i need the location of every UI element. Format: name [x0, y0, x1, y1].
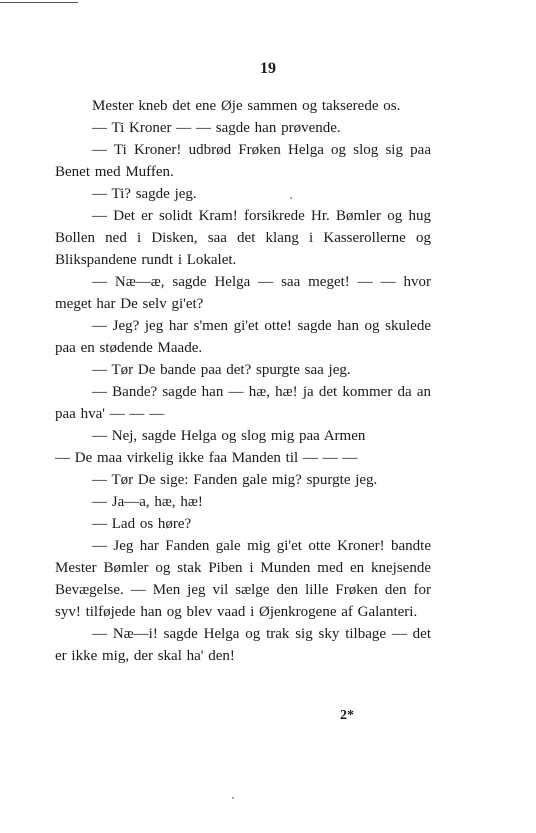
paragraph: — Tør De bande paa det? spurgte saa jeg. [92, 362, 351, 378]
page-number: 19 [260, 60, 276, 77]
paragraph: — Jeg? jeg har s'men gi'et otte! sagde han og skulede paa en stødende Maade. [55, 318, 431, 356]
header-rule [0, 2, 78, 3]
paragraph: — Ti? sagde jeg. [92, 186, 197, 202]
paragraph: — Ti Kroner — — sagde han prøvende. [92, 120, 341, 136]
print-speck [232, 797, 234, 799]
paragraph: — Næ—i! sagde Helga og trak sig sky tilbage — det er ikke mig, der skal ha' den! [55, 626, 431, 664]
paragraph: — Nej, sagde Helga og slog mig paa Armen [92, 428, 366, 444]
paragraph: — De maa virkelig ikke faa Manden til — — — [55, 450, 358, 466]
paragraph: — Det er solidt Kram! forsikrede Hr. Bømler og hug Bollen ned i Disken, saa det klang i Kasserollerne og Blikspandene rundt i Lokalet. [55, 208, 431, 268]
paragraph: — Næ—æ, sagde Helga — saa meget! — — hvor meget har De selv gi'et? [55, 274, 431, 312]
paragraph: — Tør De sige: Fanden gale mig? spurgte jeg. [92, 472, 378, 488]
paragraph: — Ti Kroner! udbrød Frøken Helga og slog sig paa Benet med Muffen. [55, 142, 431, 180]
paragraph: Mester kneb det ene Øje sammen og takserede os. [92, 98, 401, 114]
paragraph: — Jeg har Fanden gale mig gi'et otte Kroner! bandte Mester Bømler og stak Piben i Munden med en knejsende Bevægelse. — Men jeg vil sælge den lille Frøken den for syv! tilføjede han og blev vaad i Øjenkrogene af Galanteri. [55, 538, 431, 620]
body-text [55, 95, 431, 667]
paragraph: — Ja—a, hæ, hæ! [92, 494, 203, 510]
print-speck [290, 197, 292, 199]
paragraph: — Bande? sagde han — hæ, hæ! ja det kommer da an paa hva' — — — [55, 384, 431, 422]
signature-mark: 2* [340, 708, 354, 723]
paragraph: — Lad os høre? [92, 516, 192, 532]
